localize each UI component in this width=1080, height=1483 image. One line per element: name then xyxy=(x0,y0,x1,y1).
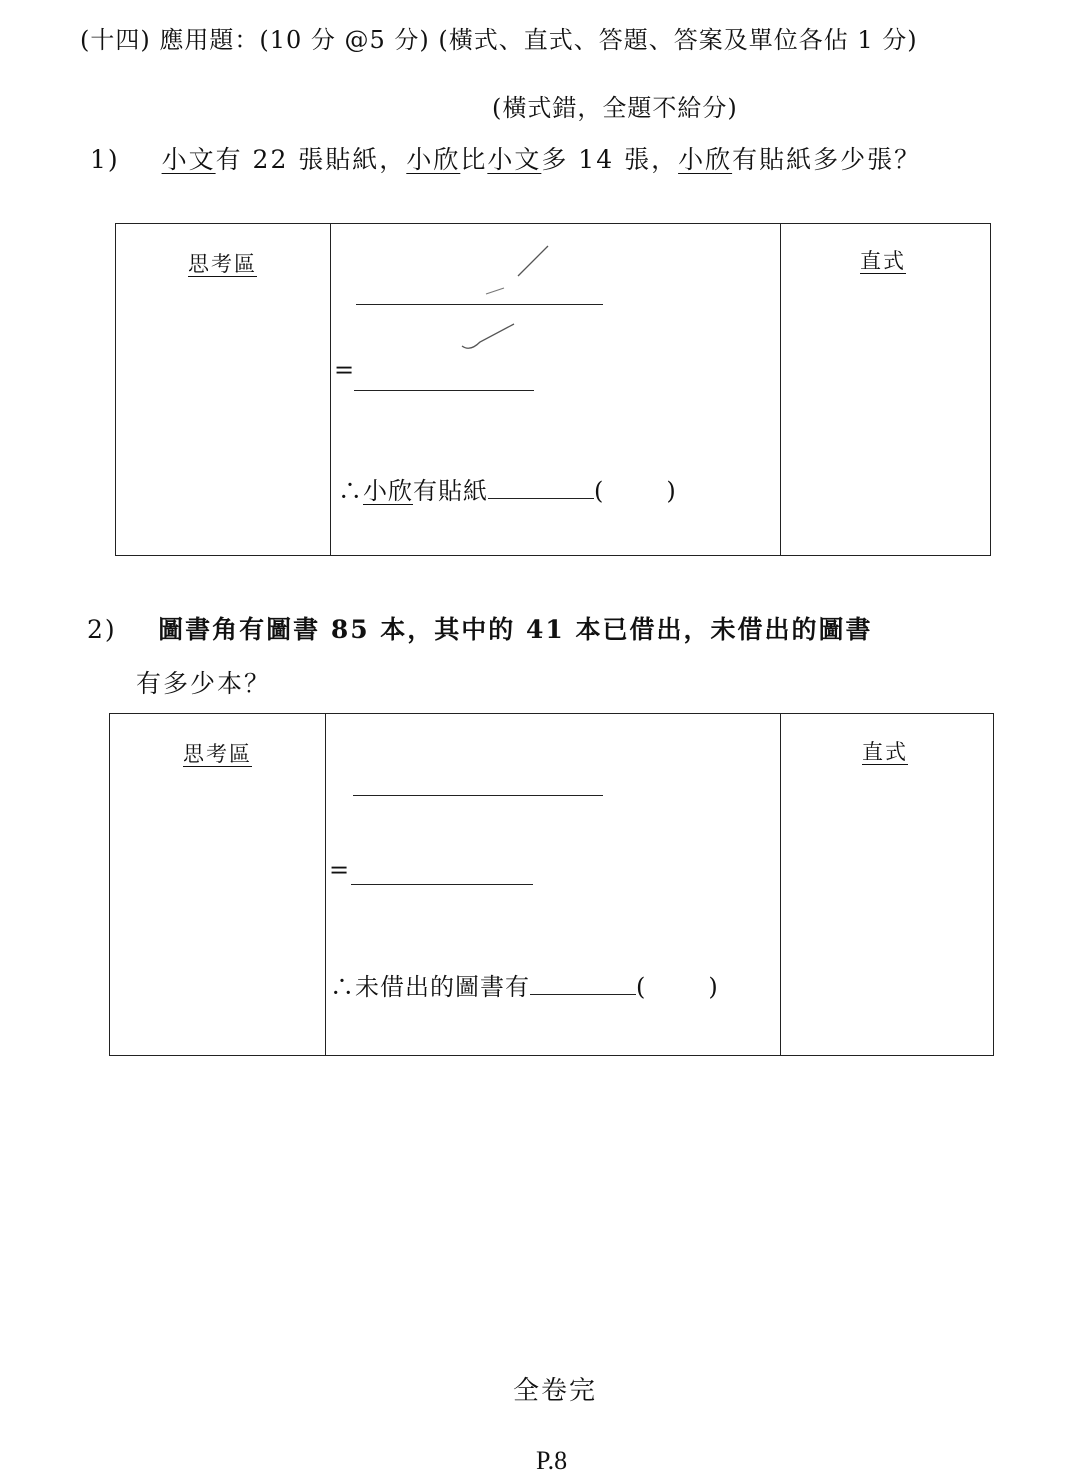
answer-blank[interactable] xyxy=(488,480,594,499)
question-text: 圖書角有圖書 85 本，其中的 41 本已借出，未借出的圖書 xyxy=(158,615,873,644)
therefore-symbol: ∴ xyxy=(338,477,363,505)
question-number: 1) xyxy=(90,145,120,174)
question-text: 有 22 張貼紙， xyxy=(215,145,407,174)
question-text: 比 xyxy=(460,145,488,174)
equals-sign: = xyxy=(329,856,350,884)
answer-text: 有貼紙 xyxy=(413,477,488,505)
answer-box-2 xyxy=(109,713,994,1056)
end-of-paper: 全卷完 xyxy=(513,1376,598,1406)
answer-sentence xyxy=(330,967,719,1002)
name-xiaowen: 小文 xyxy=(161,145,216,174)
name-xiaoxin: 小欣 xyxy=(678,145,733,174)
equation-blank[interactable] xyxy=(356,304,603,305)
unit-paren-close: ) xyxy=(666,477,677,505)
answer-sentence xyxy=(338,471,677,506)
column-divider xyxy=(325,714,326,1055)
vertical-form-label: 直式 xyxy=(862,740,908,764)
equation-blank[interactable] xyxy=(353,795,603,796)
result-blank[interactable] xyxy=(351,884,533,885)
question-text: 多 14 張， xyxy=(541,145,679,174)
thinking-area-label: 思考區 xyxy=(183,742,252,766)
column-divider xyxy=(780,224,781,555)
name-xiaowen: 小文 xyxy=(487,145,542,174)
thinking-area-label: 思考區 xyxy=(188,252,257,276)
question-number: 2) xyxy=(87,615,117,644)
pencil-mark xyxy=(456,242,566,362)
answer-text: 未借出的圖書有 xyxy=(355,973,530,1001)
section-heading: (十四) 應用題：(10 分 @5 分) (橫式、直式、答題、答案及單位各佔 1 分) xyxy=(80,26,918,54)
page-number: P.8 xyxy=(536,1446,568,1475)
column-divider xyxy=(330,224,331,555)
question-2-line2: 有多少本？ xyxy=(136,669,272,698)
scoring-note: (橫式錯，全題不給分) xyxy=(492,94,738,122)
result-blank[interactable] xyxy=(354,390,534,391)
unit-paren-open: ( xyxy=(636,973,647,1001)
name-xiaoxin: 小欣 xyxy=(363,477,413,505)
unit-paren-open: ( xyxy=(594,477,605,505)
question-text: 有貼紙多少張？ xyxy=(732,145,922,174)
therefore-symbol: ∴ xyxy=(330,973,355,1001)
equals-sign: = xyxy=(334,356,355,384)
question-2 xyxy=(87,610,873,646)
name-xiaoxin: 小欣 xyxy=(406,145,461,174)
answer-blank[interactable] xyxy=(530,976,636,995)
unit-paren-close: ) xyxy=(708,973,719,1001)
question-1 xyxy=(90,140,921,176)
answer-box-1 xyxy=(115,223,991,556)
column-divider xyxy=(780,714,781,1055)
vertical-form-label: 直式 xyxy=(860,249,906,273)
